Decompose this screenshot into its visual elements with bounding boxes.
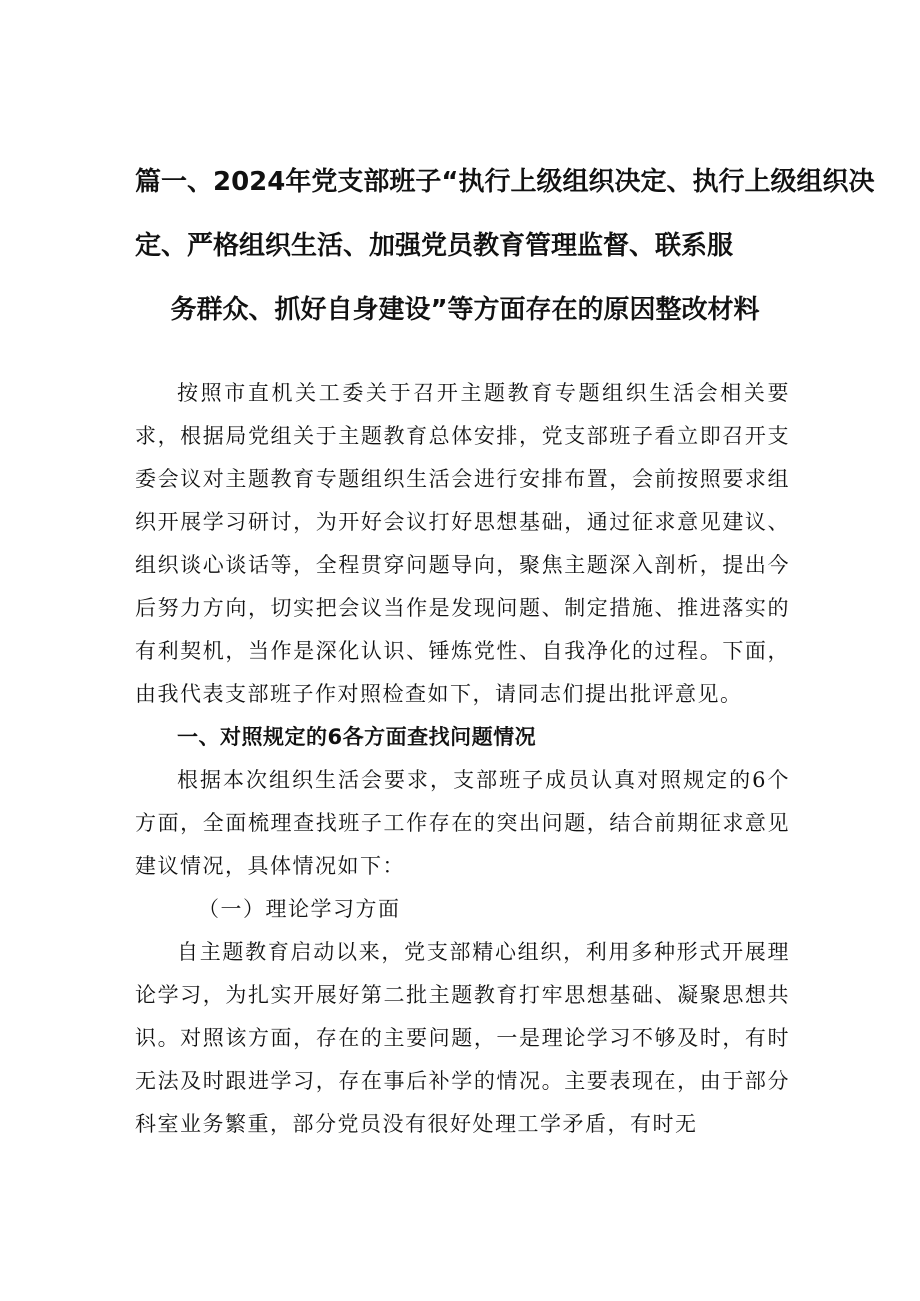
paragraph-intro: 按照市直机关工委关于召开主题教育专题组织生活会相关要求，根据局党组关于主题教育总体安排，党支部班子看立即召开支委会议对主题教育专题组织生活会进行安排布置，会前按照要求组织开展学习研讨，为开好会议打好思想基础，通过征求意见建议、组织谈心谈话等，全程贯穿问题导向，聚焦主题深入剖析，提出今后努力方向，切实把会议当作是发现问题、制定措施、推进落实的有利契机，当作是深化认识、锤炼党性、自我净化的过程。下面，由我代表支部班子作对照检查如下，请同志们提出批评意见。 — [135, 381, 790, 706]
document-title — [135, 150, 875, 342]
title-line-3: 务群众、抓好自身建设”等方面存在的原因整改材料 — [170, 295, 760, 325]
paragraph-theory-study: 自主题教育启动以来，党支部精心组织，利用多种形式开展理论学习，为扎实开展好第二批主题教育打牢思想基础、凝聚思想共识。对照该方面，存在的主要问题，一是理论学习不够及时，有时无法及时跟进学习，存在事后补学的情况。主要表现在，由于部分科室业务繁重，部分党员没有很好处理工学矛盾，有时无 — [135, 940, 790, 1136]
document-body — [135, 372, 790, 1146]
paragraph-requirements: 根据本次组织生活会要求，支部班子成员认真对照规定的6个方面，全面梳理查找班子工作存在的突出问题，结合前期征求意见建议情况，具体情况如下： — [135, 768, 790, 878]
title-line-2: 定、严格组织生活、加强党员教育管理监督、联系服 — [135, 231, 734, 261]
title-line-1: 篇一、2024年党支部班子“执行上级组织决定、执行上级组织决 — [135, 167, 875, 197]
subsection-heading-theory: （一）理论学习方面 — [198, 897, 401, 921]
section-heading-1: 一、对照规定的6各方面查找问题情况 — [177, 725, 537, 749]
